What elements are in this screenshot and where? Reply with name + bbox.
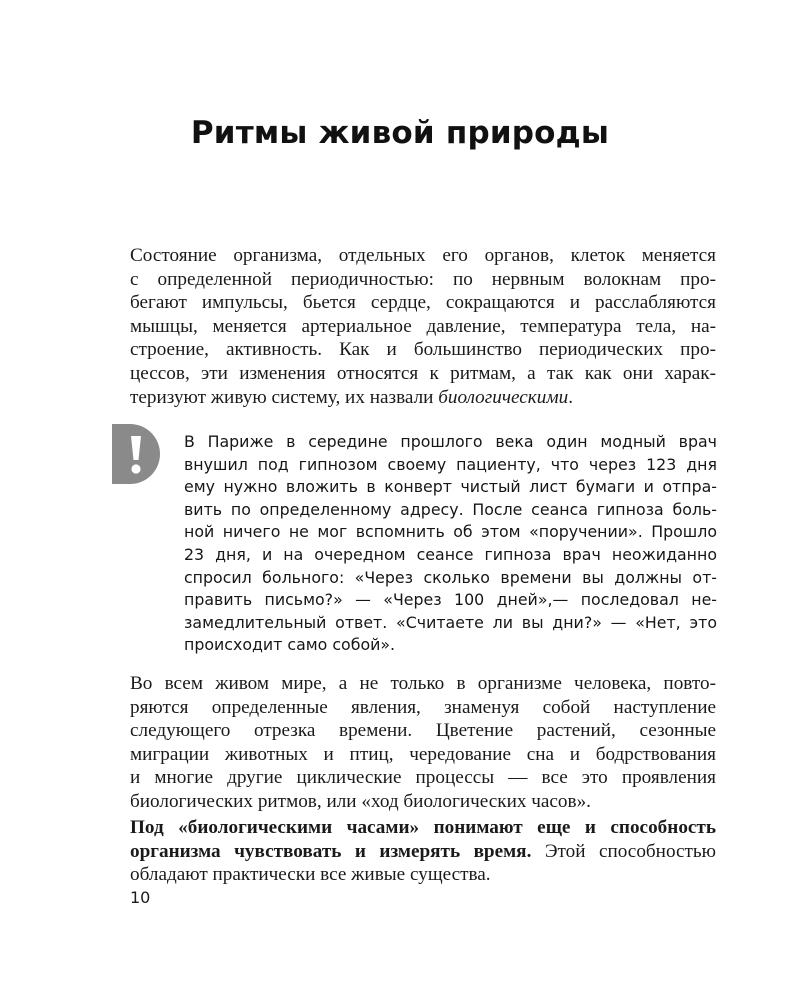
note-line: спросил больного: «Через сколько времени вы должны от- <box>184 567 717 587</box>
paragraph-line: строение, активность. Как и большинство периодических про- <box>130 339 716 361</box>
paragraph-intro <box>130 244 716 409</box>
paragraph-line: цессов, эти изменения относятся к ритмам, а так как они харак- <box>130 362 716 384</box>
bold-definition: организма чувствовать и измерять время. <box>130 840 532 862</box>
paragraph-line: Под «биологическими часами» понимают еще и способность <box>130 817 716 838</box>
paragraph-line: следующего отрезка времени. Цветение растений, сезонные <box>130 720 716 742</box>
page-number: 10 <box>130 888 151 907</box>
note-line: происходит само собой». <box>184 635 396 655</box>
note-line: В Париже в середине прошлого века один модный врач <box>184 432 717 451</box>
paragraph-line: с определенной периодичностью: по нервным волокнам про- <box>130 268 716 290</box>
note-line: замедлительный ответ. «Считаете ли вы дни?» — «Нет, это <box>184 612 717 632</box>
paragraph-line <box>130 386 716 410</box>
paragraph-rhythms <box>130 672 716 814</box>
italic-term: биологическими <box>438 386 569 408</box>
note-line: внушил под гипнозом своему пациенту, что через 123 дня <box>184 454 717 474</box>
note-line: 23 дня, и на очередном сеансе гипноза врач неожиданно <box>184 544 717 564</box>
paragraph-line <box>130 840 716 864</box>
paragraph-line: мышцы, меняется артериальное давление, температура тела, на- <box>130 315 716 337</box>
exclamation-icon <box>112 424 162 484</box>
paragraph-line: обладают практически все живые существа. <box>130 864 491 886</box>
paragraph-line: Во всем живом мире, а не только в организме человека, повто- <box>130 673 716 694</box>
paragraph-clock <box>130 816 716 887</box>
note-line: ной ничего не мог вспомнить об этом «поручении». Прошло <box>184 522 717 542</box>
paragraph-line: Состояние организма, отдельных его органов, клеток меняется <box>130 245 716 266</box>
paragraph-line: миграции животных и птиц, чередование сна и бодрствования <box>130 743 716 765</box>
paragraph-line: ряются определенные явления, знаменуя собой наступление <box>130 696 716 718</box>
paragraph-line: и многие другие циклические процессы — все это проявления <box>130 767 716 789</box>
page-title: Ритмы живой природы <box>190 115 610 151</box>
line-text: . <box>568 386 573 408</box>
note-line: править письмо?» — «Через 100 дней»,— последовал не- <box>184 590 717 610</box>
paragraph-line: бегают импульсы, бьется сердце, сокращаются и расслабляются <box>130 292 716 314</box>
note-box <box>184 431 717 657</box>
paragraph-line: биологических ритмов, или «ход биологических часов». <box>130 790 591 812</box>
line-text: Этой способностью <box>531 840 717 862</box>
note-line: ему нужно вложить в конверт чистый лист бумаги и отпра- <box>184 477 717 497</box>
note-line: вить по определенному адресу. После сеанса гипноза боль- <box>184 499 717 519</box>
line-text: теризуют живую систему, их назвали <box>130 386 439 408</box>
